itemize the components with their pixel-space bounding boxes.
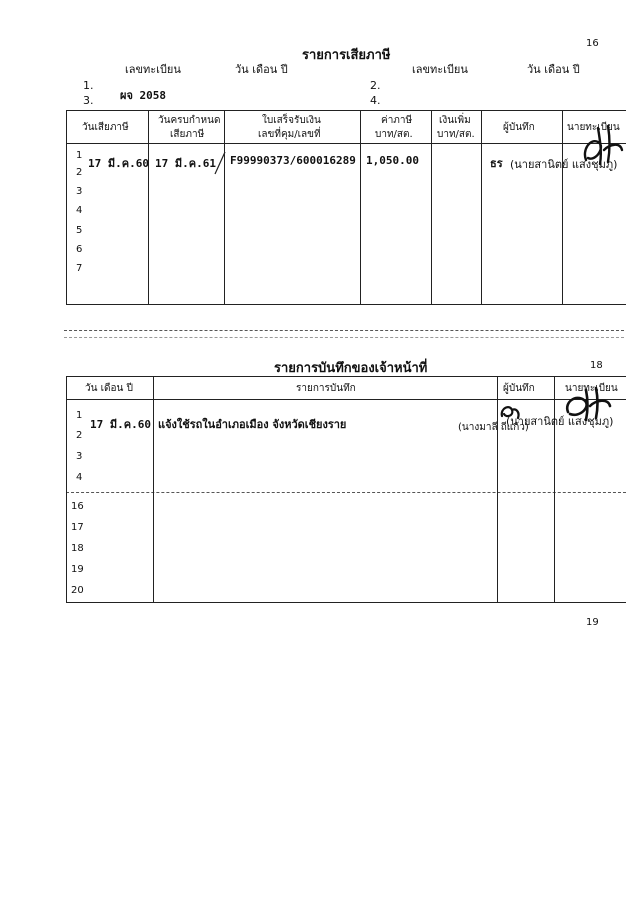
reg-index-3: 3.: [83, 94, 94, 107]
notes-row-number: 2: [76, 430, 83, 441]
tax-col-line: [562, 110, 563, 304]
notes-table-bottom-border: [66, 602, 626, 603]
col-header-receipt: ใบเสร็จรับเงิน: [262, 115, 321, 126]
notes-row-number: 17: [71, 522, 84, 533]
page-number-19: 19: [586, 617, 599, 628]
col-header-recorder: ผู้บันทึก: [503, 122, 535, 133]
tax-table-bottom-border: [66, 304, 626, 305]
col-header-tax: ค่าภาษี: [381, 115, 413, 126]
tax-row-number: 3: [76, 186, 83, 197]
tax-receipt-number: F99990373/600016289: [230, 154, 356, 167]
registrar-signature-icon: [562, 384, 614, 424]
notes-col-line: [554, 376, 555, 602]
tax-row-number: 2: [76, 167, 83, 178]
tax-col-line: [360, 110, 361, 304]
slash-mark-icon: [212, 150, 228, 176]
col-header-receipt-2: เลขที่คุม/เลขที่: [258, 129, 321, 140]
notes-col-line: [153, 376, 154, 602]
notes-row-number: 1: [76, 410, 83, 421]
notes-row-number: 4: [76, 472, 83, 483]
col-header-surcharge: เงินเพิ่ม: [439, 115, 471, 126]
notes-recorder-name: (นางมาลี ถีแก้ว): [458, 422, 529, 433]
tax-row-number: 6: [76, 244, 83, 255]
reg-index-1: 1.: [83, 79, 94, 92]
notes-col-header-registrar: นายทะเบียน: [565, 383, 618, 394]
tax-pay-date: 17 มี.ค.60: [88, 157, 149, 170]
tax-table-header-border: [66, 143, 626, 144]
tax-col-line: [224, 110, 225, 304]
notes-row-number: 20: [71, 585, 84, 596]
notes-table-top-border: [66, 376, 626, 377]
tax-section-title: รายการเสียภาษี: [302, 48, 391, 63]
notes-section-title: รายการบันทึกของเจ้าหน้าที่: [274, 361, 428, 376]
tax-col-line: [481, 110, 482, 304]
tax-row-number: 1: [76, 150, 83, 161]
page-number-16: 16: [586, 38, 599, 49]
notes-table-header-border: [66, 399, 626, 400]
reg-header-right: เลขทะเบียน: [412, 63, 468, 76]
notes-row-number: 18: [71, 543, 84, 554]
notes-entry-date: 17 มี.ค.60: [90, 418, 151, 431]
tax-col-line: [148, 110, 149, 304]
col-header-surcharge-2: บาท/สต.: [437, 129, 475, 140]
recorder-signature-icon: [498, 400, 522, 424]
reg-index-4: 4.: [370, 94, 381, 107]
col-header-due-date: วันครบกำหนด: [158, 115, 221, 126]
tax-due-date: 17 มี.ค.61: [155, 157, 216, 170]
reg-value-1: ผจ 2058: [120, 89, 167, 102]
notes-col-header-recorder: ผู้บันทึก: [503, 383, 535, 394]
tax-row-number: 7: [76, 263, 83, 274]
section-separator: [64, 330, 624, 331]
tax-recorder-initial: ธร: [490, 157, 503, 170]
col-header-registrar: นายทะเบียน: [567, 122, 620, 133]
notes-table-fold-line: [66, 492, 626, 493]
tax-table-top-border: [66, 110, 626, 111]
tax-col-line: [66, 110, 67, 304]
registrar-signature-icon: [580, 120, 626, 170]
tax-row-number: 4: [76, 205, 83, 216]
tax-amount: 1,050.00: [366, 154, 419, 167]
col-header-pay-date: วันเสียภาษี: [82, 122, 129, 133]
notes-registrar-name: (นายสานิตย์ แสงชุมภู): [506, 415, 614, 428]
tax-col-line: [431, 110, 432, 304]
notes-row-number: 3: [76, 451, 83, 462]
page-number-18: 18: [590, 360, 603, 371]
notes-entry-text: แจ้งใช้รถในอำเภอเมือง จังหวัดเชียงราย: [158, 418, 347, 431]
date-header-left: วัน เดือน ปี: [235, 63, 288, 76]
section-separator: [64, 337, 624, 338]
reg-header-left: เลขทะเบียน: [125, 63, 181, 76]
notes-col-header-date: วัน เดือน ปี: [85, 383, 133, 394]
tax-registrar-name: (นายสานิตย์ แสงชุมภู): [510, 158, 618, 171]
reg-index-2: 2.: [370, 79, 381, 92]
date-header-right: วัน เดือน ปี: [527, 63, 580, 76]
notes-col-line: [66, 376, 67, 602]
tax-row-number: 5: [76, 225, 83, 236]
col-header-due-date-2: เสียภาษี: [170, 129, 205, 140]
notes-row-number: 16: [71, 501, 84, 512]
col-header-tax-2: บาท/สต.: [375, 129, 413, 140]
notes-row-number: 19: [71, 564, 84, 575]
notes-col-header-record: รายการบันทึก: [296, 383, 356, 394]
